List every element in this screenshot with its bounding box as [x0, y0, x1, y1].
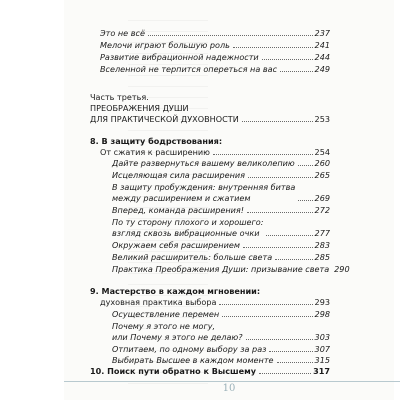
page-number: 10: [222, 383, 236, 394]
toc-entry: Великий расширитель: больше света 285: [112, 252, 330, 262]
toc-entry: Отпитаем, по одному выбору за раз 307: [112, 344, 330, 354]
toc-entry: Окружаем себя расширением 283: [112, 240, 330, 250]
toc-entry: [100, 52, 330, 63]
chapter-10-title: 10. Поиск пути обратно к Высшему 317: [90, 366, 330, 376]
toc-entry-page: 249: [314, 64, 330, 74]
toc-entry: По ту сторону плохого и хорошего: взгляд сквозь вибрационные очки 277: [112, 217, 330, 238]
toc-entry-title: Вселенной не терпится опереться на вас: [100, 64, 278, 74]
toc-entry: Вперед, команда расширения! 272: [112, 205, 330, 215]
toc-entry-page: 241: [314, 40, 330, 50]
toc-entry-title: Мелочи играют большую роль: [100, 40, 230, 50]
chapter-8-title: 8. В защиту бодрствования:: [90, 136, 223, 146]
chapter-8-subtitle: От сжатия к расширению 254: [100, 147, 330, 157]
part-heading-line3: ДЛЯ ПРАКТИЧЕСКОЙ ДУХОВНОСТИ 253: [90, 114, 330, 124]
toc-entry: Выбирать Высшее в каждом моменте 315: [112, 355, 330, 365]
toc-entry: Почему я этого не могу, или Почему я этого не делаю? 303: [112, 321, 330, 342]
toc-entry-page: 237: [314, 28, 330, 38]
toc-entry: Практика Преображения Души: призывание света 290: [112, 264, 350, 274]
chapter-9-title: 9. Мастерство в каждом мгновении:: [90, 286, 261, 296]
footer-divider: [64, 381, 400, 382]
toc-entry-page: 244: [314, 52, 330, 62]
part-heading-line1: Часть третья.: [90, 92, 149, 102]
toc-entry-title: Это не всё: [100, 28, 145, 38]
toc-entry: Дайте развернуться вашему великолепию 260: [112, 158, 330, 168]
toc-entry: В защиту пробуждения: внутренняя битва между расширением и сжатием 269: [112, 182, 330, 203]
toc-entry: [100, 40, 330, 51]
chapter-9-subtitle: духовная практика выбора 293: [100, 297, 330, 307]
toc-entry: Исцеляющая сила расширения 265: [112, 170, 330, 180]
toc-entry-page: 253: [314, 114, 330, 124]
part-heading-line2: ПРЕОБРАЖЕНИЯ ДУШИ: [90, 103, 189, 113]
toc-entry: Осуществление перемен 298: [112, 309, 330, 319]
toc-entry-title: Развитие вибрационной надежности: [100, 52, 259, 62]
toc-entry: [100, 28, 330, 39]
toc-entry: [100, 64, 330, 75]
